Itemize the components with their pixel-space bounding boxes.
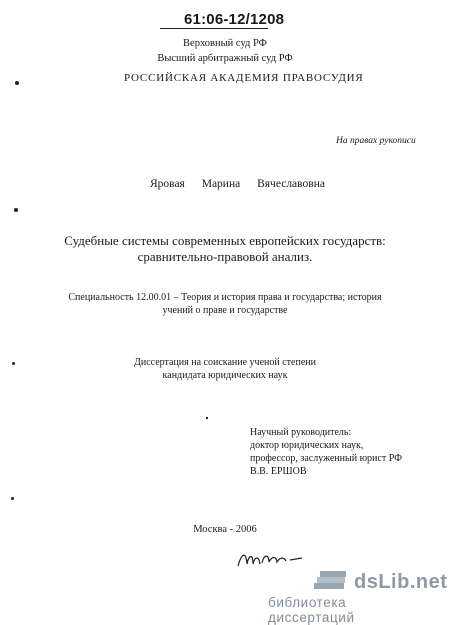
scan-mark [14, 208, 18, 212]
watermark-caption: библиотека диссертаций [268, 595, 355, 625]
title-line-1: Судебные системы современных европейских государств: [64, 233, 386, 248]
supervisor-title: профессор, заслуженный юрист РФ [250, 453, 402, 464]
org-line-2: Высший арбитражный суд РФ [157, 53, 293, 64]
author-name: Яровая Марина Вячеславовна [150, 178, 325, 190]
specialty-line-2: учений о праве и государстве [162, 305, 288, 316]
handwritten-signature [236, 548, 306, 570]
title-line-2: сравнительно-правовой анализ. [137, 249, 313, 264]
supervisor-name: В.В. ЕРШОВ [250, 466, 307, 477]
scan-mark [15, 81, 19, 85]
org-line-1: Верховный суд РФ [183, 38, 267, 49]
stamp-underline [160, 28, 268, 29]
specialty-line-1: Специальность 12.00.01 – Теория и история права и государства; история [68, 292, 382, 303]
degree-line-2: кандидата юридических наук [162, 370, 288, 381]
supervisor-block [250, 426, 402, 478]
manuscript-rights-note: На правах рукописи [336, 136, 416, 146]
book-stack-icon [312, 569, 350, 595]
dissertation-title [0, 233, 450, 265]
degree-line-1: Диссертация на соискание ученой степени [134, 357, 316, 368]
scan-mark [11, 497, 14, 500]
scan-mark [12, 362, 15, 365]
supervisor-heading: Научный руководитель: [250, 427, 352, 438]
place-and-year: Москва - 2006 [193, 524, 257, 535]
supervisor-degree: доктор юридических наук, [250, 440, 364, 451]
specialty-block [0, 291, 450, 317]
watermark-logo: dsLib.net [354, 571, 448, 593]
scan-mark [206, 417, 208, 419]
academy-name: РОССИЙСКАЯ АКАДЕМИЯ ПРАВОСУДИЯ [124, 72, 364, 84]
archive-stamp-number: 61:06-12/1208 [184, 11, 285, 28]
degree-block [0, 356, 450, 382]
